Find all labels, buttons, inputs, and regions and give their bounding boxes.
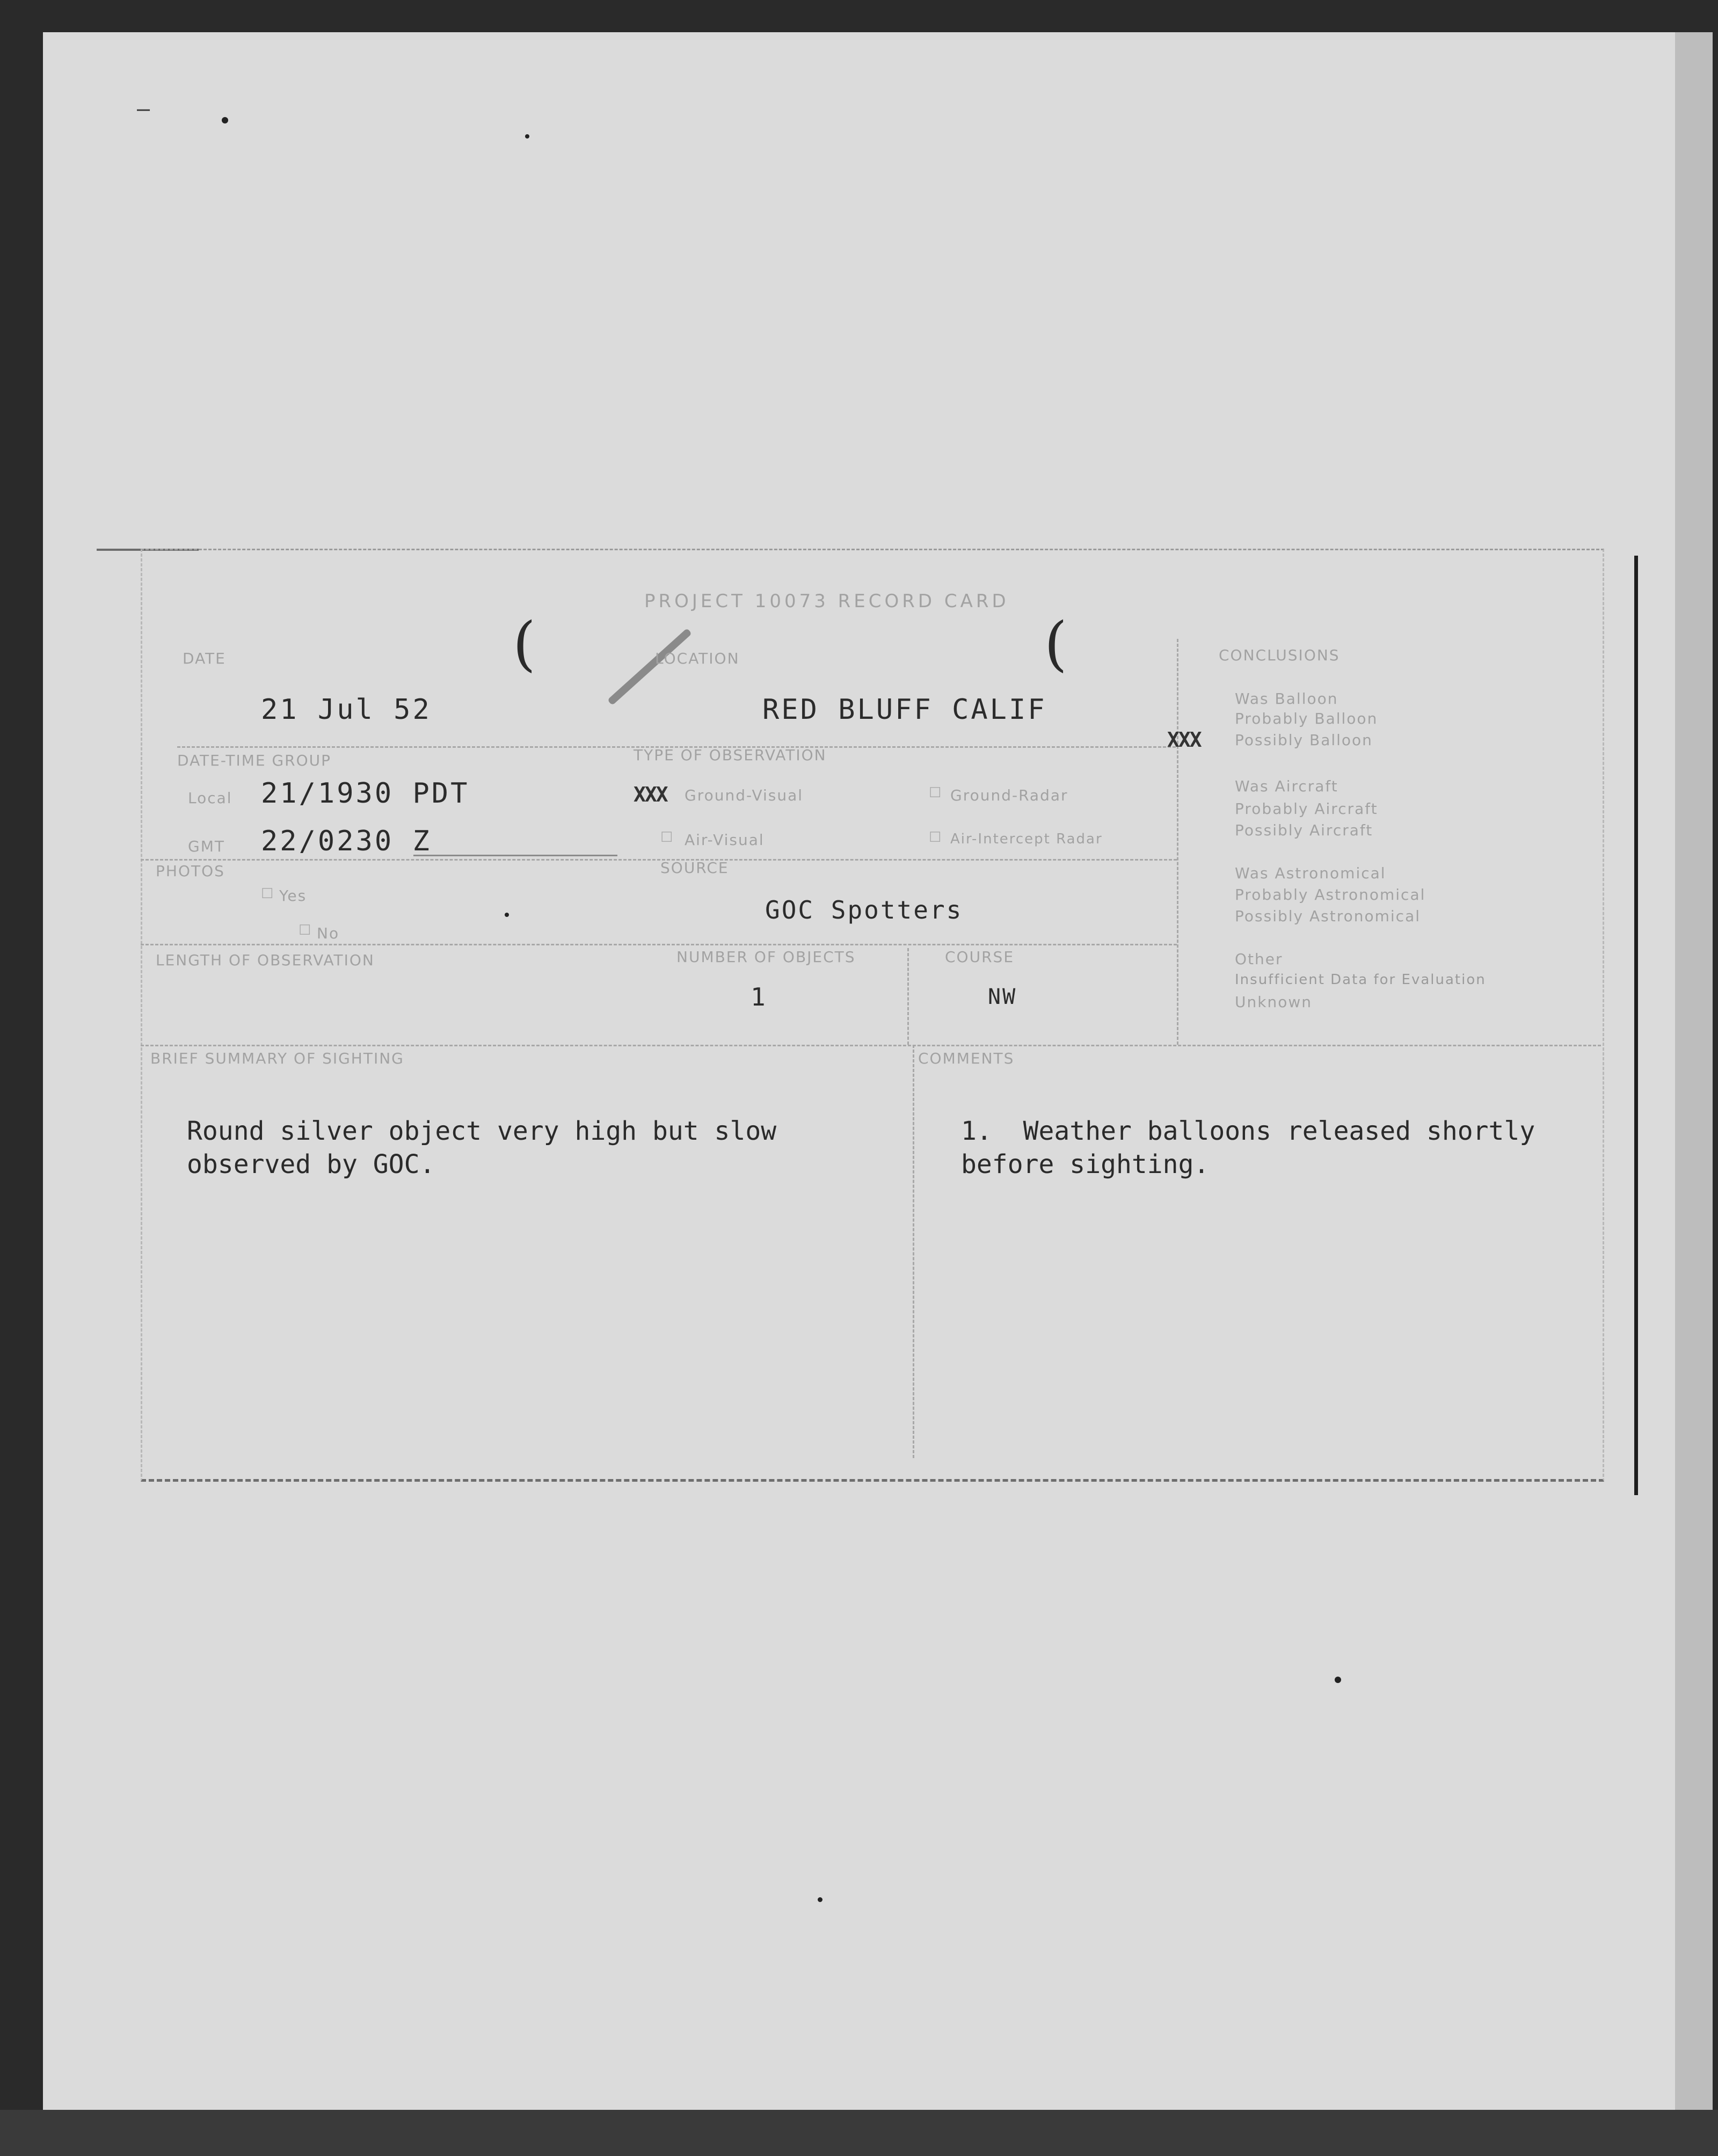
scan-speck xyxy=(525,134,529,139)
corner-mark: — xyxy=(137,97,152,121)
conclusion-was-aircraft: Was Aircraft xyxy=(1235,777,1338,795)
conclusion-possibly-balloon: Possibly Balloon xyxy=(1235,731,1373,749)
photos-yes-checkbox: ☐ xyxy=(261,886,274,902)
sighting-summary-label: BRIEF SUMMARY OF SIGHTING xyxy=(150,1050,404,1067)
date-value: 21 Jul 52 xyxy=(261,694,432,726)
hole-punch-right: ( xyxy=(1044,609,1067,678)
conclusion-insufficient-data: Insufficient Data for Evaluation xyxy=(1235,972,1486,988)
conclusion-probably-astronomical: Probably Astronomical xyxy=(1235,886,1426,904)
photos-no-option: No xyxy=(317,924,340,942)
row-divider xyxy=(141,859,1177,861)
gmt-time-value: 22/0230 Z xyxy=(261,825,432,857)
location-value: RED BLUFF CALIF xyxy=(762,694,1047,726)
ground-radar-option: Ground-Radar xyxy=(950,786,1068,804)
page-edge-shadow xyxy=(1675,32,1713,2110)
ground-visual-mark: XXX xyxy=(634,783,667,806)
gmt-underline xyxy=(413,855,617,856)
conclusion-was-astronomical: Was Astronomical xyxy=(1235,864,1386,882)
local-label: Local xyxy=(188,789,232,807)
conclusions-divider xyxy=(1177,639,1178,1045)
local-time-value: 21/1930 PDT xyxy=(261,777,470,810)
sighting-summary-text: Round silver object very high but slow observed by GOC. xyxy=(187,1116,777,1179)
scan-border xyxy=(0,2110,1718,2156)
course-label: COURSE xyxy=(945,948,1015,966)
air-intercept-checkbox: ☐ xyxy=(929,829,942,846)
length-label: LENGTH OF OBSERVATION xyxy=(156,951,375,969)
ground-visual-option: Ground-Visual xyxy=(685,786,804,804)
ground-radar-checkbox: ☐ xyxy=(929,785,942,801)
observation-type-label: TYPE OF OBSERVATION xyxy=(634,746,827,764)
row-divider xyxy=(141,1045,1601,1046)
photos-yes-option: Yes xyxy=(279,887,307,905)
conclusion-other: Other xyxy=(1235,950,1283,968)
scan-speck xyxy=(1335,1677,1341,1683)
card-right-rule xyxy=(1634,556,1638,1495)
card-title: PROJECT 10073 RECORD CARD xyxy=(644,591,1009,612)
row-divider xyxy=(141,944,1177,945)
summary-comments-divider xyxy=(913,1045,914,1458)
source-value: GOC Spotters xyxy=(765,895,963,924)
photos-label: PHOTOS xyxy=(156,862,225,880)
objects-value: 1 xyxy=(751,982,767,1011)
scan-speck xyxy=(505,913,509,917)
conclusion-unknown: Unknown xyxy=(1235,993,1312,1011)
photos-no-checkbox: ☐ xyxy=(299,922,311,938)
location-label: LOCATION xyxy=(655,650,740,667)
hole-punch-left: ( xyxy=(513,609,536,678)
course-value: NW xyxy=(988,985,1017,1009)
comments-label: COMMENTS xyxy=(918,1050,1015,1067)
datetime-group-label: DATE-TIME GROUP xyxy=(177,752,332,769)
air-visual-option: Air-Visual xyxy=(685,831,765,849)
comments-text: 1. Weather balloons released shortly before sighting. xyxy=(961,1116,1535,1179)
air-visual-checkbox: ☐ xyxy=(660,829,673,846)
conclusion-probably-aircraft: Probably Aircraft xyxy=(1235,800,1378,818)
balloon-mark: XXX xyxy=(1167,728,1201,752)
air-intercept-radar-option: Air-Intercept Radar xyxy=(950,831,1103,847)
column-divider xyxy=(907,948,909,1045)
scan-speck xyxy=(818,1897,822,1902)
conclusion-was-balloon: Was Balloon xyxy=(1235,690,1338,708)
date-label: DATE xyxy=(183,650,226,667)
conclusion-probably-balloon: Probably Balloon xyxy=(1235,710,1378,727)
record-card xyxy=(141,549,1604,1482)
conclusion-possibly-aircraft: Possibly Aircraft xyxy=(1235,821,1373,839)
conclusions-label: CONCLUSIONS xyxy=(1219,646,1340,664)
conclusion-possibly-astronomical: Possibly Astronomical xyxy=(1235,907,1421,925)
source-label: SOURCE xyxy=(660,859,729,877)
objects-label: NUMBER OF OBJECTS xyxy=(676,948,856,966)
gmt-label: GMT xyxy=(188,837,225,855)
scan-speck xyxy=(222,117,228,123)
